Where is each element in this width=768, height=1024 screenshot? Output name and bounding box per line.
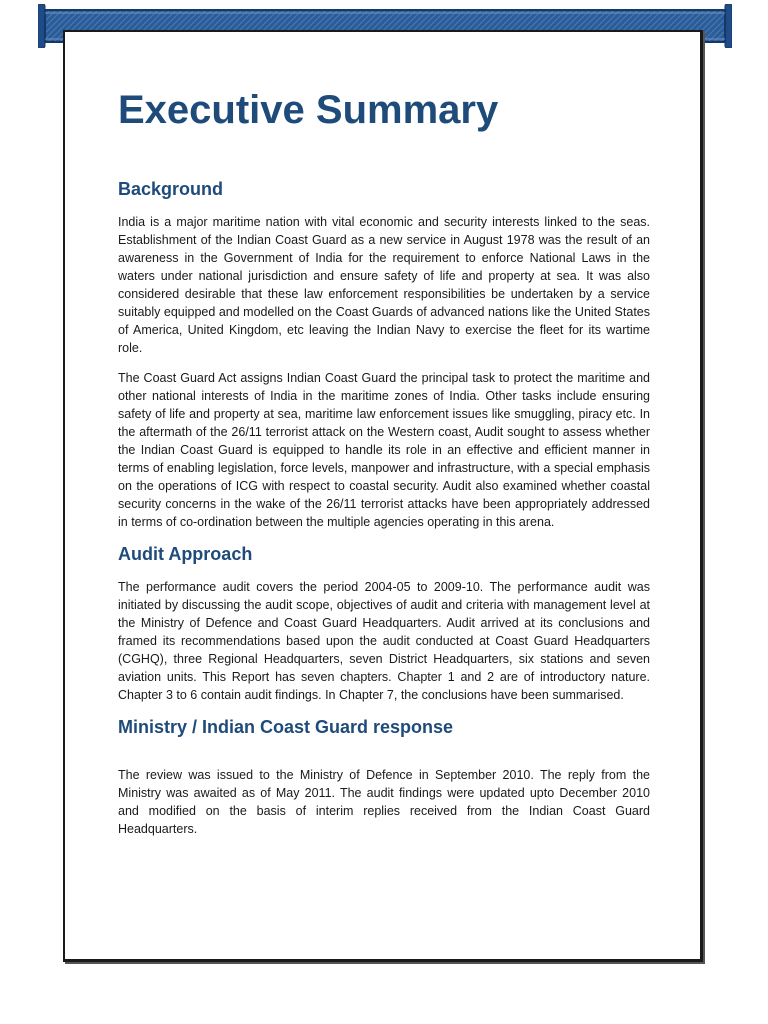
section-heading-audit-approach: Audit Approach	[118, 544, 253, 564]
background-paragraph-1: India is a major maritime nation with vital economic and security interests linked to the seas. Establishment of the Indian Coast Guard as a new service in August 1978 was the result of an awareness in the Government of India for the requirement to enforce National Laws in the waters under national jurisdiction and ensure safety of life and property at sea. It was also considered desirable that these law enforcement responsibilities be undertaken by a service suitably equipped and modelled on the Coast Guards of advanced nations like the United States of America, United Kingdom, etc leaving the Indian Navy to exercise the fleet for its wartime role.	[118, 215, 650, 355]
section-heading-background: Background	[118, 179, 224, 199]
page-title: Executive Summary	[118, 88, 499, 132]
document-content	[118, 82, 650, 850]
section-heading-ministry-response: Ministry / Indian Coast Guard response	[118, 717, 454, 737]
ministry-response-paragraph: The review was issued to the Ministry of Defence in September 2010. The reply from the Ministry was awaited as of May 2011. The audit findings were updated upto December 2010 and modified on the basis of interim replies received from the Indian Coast Guard Headquarters.	[118, 768, 650, 836]
background-paragraph-2: The Coast Guard Act assigns Indian Coast Guard the principal task to protect the maritime and other national interests of India in the maritime zones of India. Other tasks include ensuring safety of life and property at sea, maritime law enforcement issues like smuggling, piracy etc. In the aftermath of the 26/11 terrorist attack on the Western coast, Audit sought to assess whether the Indian Coast Guard is equipped to handle its role in an effective and efficient manner in terms of enabling legislation, force levels, manpower and infrastructure, with a special emphasis on the operations of ICG with respect to coastal security. Audit also examined whether coastal security concerns in the wake of the 26/11 terrorist attacks have been appropriately addressed in terms of co-ordination between the multiple agencies operating in this arena.	[118, 371, 650, 529]
banner-right-cap	[725, 4, 732, 48]
banner-left-cap	[38, 4, 45, 48]
audit-approach-paragraph: The performance audit covers the period 2004-05 to 2009-10. The performance audit was initiated by discussing the audit scope, objectives of audit and criteria with management level at the Ministry of Defence and Coast Guard Headquarters. Audit arrived at its conclusions and framed its recommendations based upon the audit conducted at Coast Guard Headquarters (CGHQ), three Regional Headquarters, seven District Headquarters, six stations and seven aviation units. This Report has seven chapters. Chapter 1 and 2 are of introductory nature. Chapter 3 to 6 contain audit findings. In Chapter 7, the conclusions have been summarised.	[118, 580, 650, 702]
